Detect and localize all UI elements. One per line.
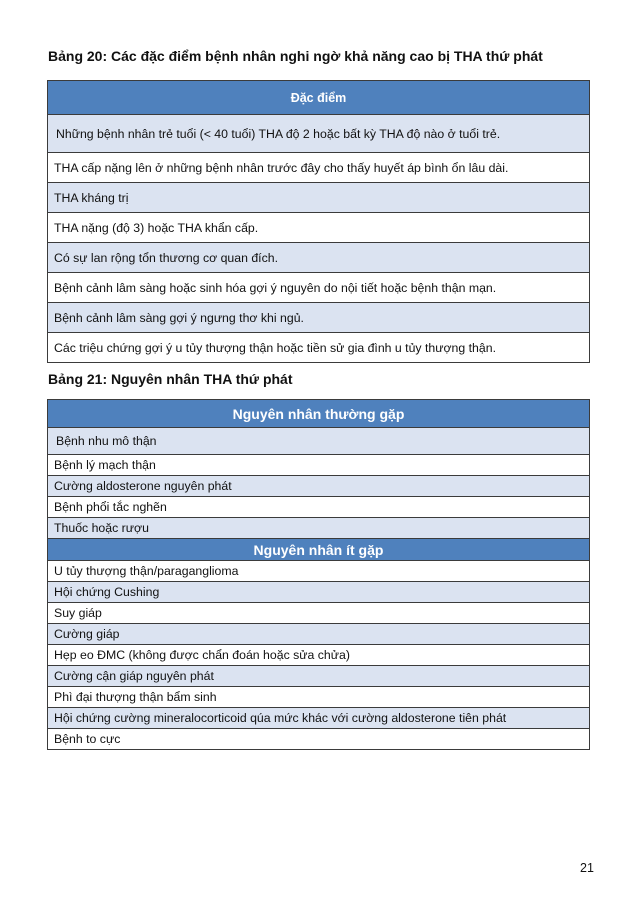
table-row: THA nặng (độ 3) hoặc THA khẩn cấp. (48, 213, 590, 243)
table-row: Bệnh cảnh lâm sàng hoặc sinh hóa gợi ý nguyên do nội tiết hoặc bệnh thận mạn. (48, 273, 590, 303)
common-causes-header: Nguyên nhân thường gặp (48, 400, 590, 428)
table-row: Bệnh cảnh lâm sàng gợi ý ngưng thơ khi ngủ. (48, 303, 590, 333)
table-21-title: Bảng 21: Nguyên nhân THA thứ phát (48, 371, 293, 387)
table-row: Cường giáp (48, 624, 590, 645)
table-row: Hội chứng cường mineralocorticoid qúa mức khác với cường aldosterone tiên phát (48, 708, 590, 729)
page-number: 21 (580, 861, 594, 875)
table-20-header: Đặc điểm (48, 81, 590, 115)
table-row: THA kháng trị (48, 183, 590, 213)
table-row: THA cấp nặng lên ở những bệnh nhân trước đây cho thấy huyết áp bình ổn lâu dài. (48, 153, 590, 183)
table-row: Thuốc hoặc rượu (48, 518, 590, 539)
table-row: Cường cận giáp nguyên phát (48, 666, 590, 687)
table-row: Hội chứng Cushing (48, 582, 590, 603)
table-row: Có sự lan rộng tổn thương cơ quan đích. (48, 243, 590, 273)
table-row: Hẹp eo ĐMC (không được chẩn đoán hoặc sửa chửa) (48, 645, 590, 666)
table-row: Cường aldosterone nguyên phát (48, 476, 590, 497)
table-21 (47, 399, 590, 750)
table-row: Bệnh to cực (48, 729, 590, 750)
table-20-title: Bảng 20: Các đặc điểm bệnh nhân nghi ngờ khả năng cao bị THA thứ phát (48, 48, 543, 64)
table-20 (47, 80, 590, 363)
uncommon-causes-header: Nguyên nhân ít gặp (48, 539, 590, 561)
table-row: Những bệnh nhân trẻ tuổi (< 40 tuổi) THA độ 2 hoặc bất kỳ THA độ nào ở tuổi trẻ. (48, 115, 590, 153)
table-row: Bệnh nhu mô thận (48, 428, 590, 455)
table-row: Các triệu chứng gợi ý u tủy thượng thận hoặc tiền sử gia đình u tủy thượng thận. (48, 333, 590, 363)
table-row: Phì đại thượng thận bẩm sinh (48, 687, 590, 708)
table-row: Bệnh lý mạch thận (48, 455, 590, 476)
table-row: U tủy thượng thận/paraganglioma (48, 561, 590, 582)
table-row: Suy giáp (48, 603, 590, 624)
table-row: Bệnh phổi tắc nghẽn (48, 497, 590, 518)
